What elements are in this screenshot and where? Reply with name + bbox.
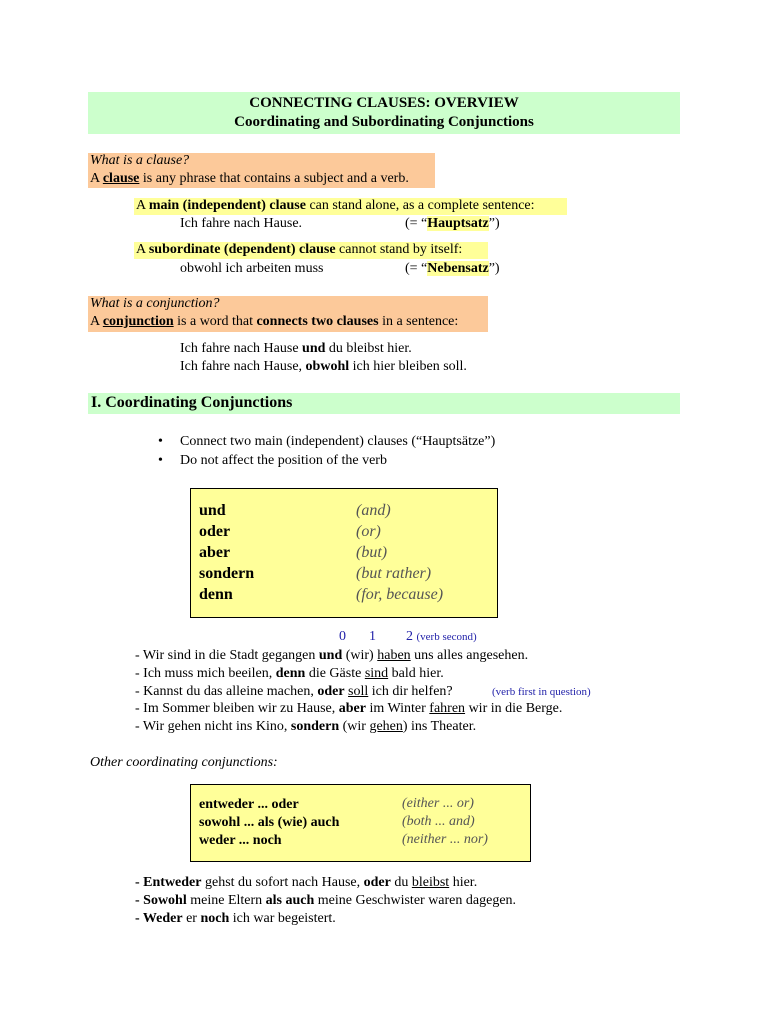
section-title: I. Coordinating Conjunctions — [91, 394, 293, 411]
main-clause-equivalent: (= “Hauptsatz”) — [405, 216, 500, 231]
bullet-icon: • — [158, 434, 163, 449]
sub-clause-definition: A subordinate (dependent) clause cannot stand by itself: — [136, 242, 463, 257]
coordinating-table — [190, 488, 498, 618]
position-2: 2 (verb second) — [406, 629, 477, 644]
other-example: - Entweder gehst du sofort nach Hause, oder du bleibst hier. — [135, 875, 478, 890]
bullet-item: Connect two main (independent) clauses (“Hauptsätze”) — [180, 434, 496, 449]
other-conjunctions-table — [190, 784, 531, 862]
conjunction-translation: (either ... or) — [402, 796, 474, 811]
title-banner — [88, 92, 680, 134]
sub-clause-equivalent: (= “Nebensatz”) — [405, 261, 500, 276]
conjunction-translation: (and) — [356, 502, 391, 519]
main-clause-example: Ich fahre nach Hause. — [180, 216, 303, 231]
conjunction-word: entweder ... oder — [199, 797, 299, 812]
conjunction-translation: (both ... and) — [402, 814, 475, 829]
other-heading: Other coordinating conjunctions: — [90, 755, 278, 770]
clause-definition: A clause is any phrase that contains a subject and a verb. — [90, 171, 409, 186]
example-sentence: - Wir gehen nicht ins Kino, sondern (wir gehen) ins Theater. — [135, 719, 477, 734]
conjunction-word: aber — [199, 544, 231, 561]
sub-clause-example: obwohl ich arbeiten muss — [180, 261, 324, 276]
example-sentence: - Ich muss mich beeilen, denn die Gäste sind bald hier. — [135, 666, 444, 681]
example-sentence: - Im Sommer bleiben wir zu Hause, aber im Winter fahren wir in die Berge. — [135, 701, 563, 716]
other-example: - Sowohl meine Eltern als auch meine Geschwister waren dagegen. — [135, 893, 517, 908]
conjunction-word: weder ... noch — [199, 833, 282, 848]
conjunction-translation: (or) — [356, 523, 381, 540]
conjunction-translation: (for, because) — [356, 586, 444, 603]
conjunction-word: sowohl ... als (wie) auch — [199, 815, 340, 830]
conjunction-word: denn — [199, 586, 233, 603]
question-note: (verb first in question) — [492, 686, 591, 698]
conjunction-question: What is a conjunction? — [90, 296, 220, 311]
conjunction-translation: (but rather) — [356, 565, 432, 582]
conjunction-definition: A conjunction is a word that connects two clauses in a sentence: — [90, 314, 459, 329]
conjunction-word: oder — [199, 523, 231, 540]
clause-term: clause — [102, 171, 140, 186]
page-title: CONNECTING CLAUSES: OVERVIEW — [249, 95, 519, 111]
conjunction-translation: (neither ... nor) — [402, 832, 488, 847]
clause-question: What is a clause? — [90, 153, 190, 168]
bullet-icon: • — [158, 453, 163, 468]
main-clause-definition: A main (independent) clause can stand alone, as a complete sentence: — [136, 198, 535, 213]
other-example: - Weder er noch ich war begeistert. — [135, 911, 336, 926]
conjunction-word: sondern — [199, 565, 255, 582]
position-1: 1 — [369, 629, 376, 644]
conjunction-word: und — [199, 502, 226, 519]
position-0: 0 — [339, 629, 346, 644]
bullet-item: Do not affect the position of the verb — [180, 453, 387, 468]
conjunction-example-1: Ich fahre nach Hause und du bleibst hier. — [180, 341, 412, 356]
example-sentence: - Kannst du das alleine machen, oder soll ich dir helfen? — [135, 684, 453, 699]
conjunction-example-2: Ich fahre nach Hause, obwohl ich hier bleiben soll. — [180, 359, 467, 374]
conjunction-translation: (but) — [356, 544, 388, 561]
page-subtitle: Coordinating and Subordinating Conjunctions — [234, 114, 534, 130]
example-sentence: - Wir sind in die Stadt gegangen und (wir) haben uns alles angesehen. — [135, 648, 529, 663]
